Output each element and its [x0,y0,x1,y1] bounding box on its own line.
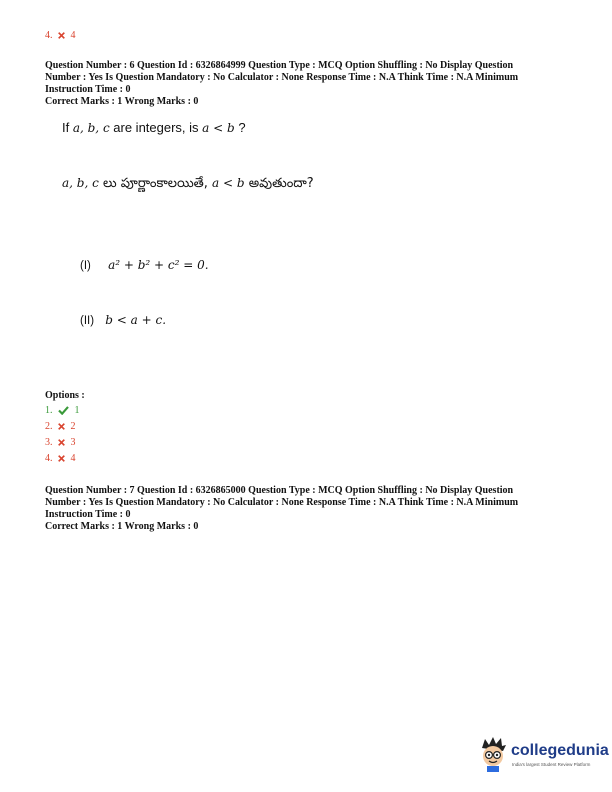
collegedunia-logo [478,736,609,776]
q6-meta: Question Number : 6 Question Id : 6326864999 Question Type : MCQ Option Shuffling : No Display Question Number : Yes Is Question Mandatory : No Calculator : None Response Time : N.A Think Time : N.A Minimum Instruction Time : 0 Correct Marks : 1 Wrong Marks : 0 [45,60,565,108]
q7-marks: Correct Marks : 1 Wrong Marks : 0 [45,521,199,532]
statement-2: (II) b < a + c. [80,313,167,327]
q6-question-english: If a, b, c are integers, is a < b ? [62,120,246,135]
logo-name: collegedunia [511,742,609,759]
mascot-icon [478,736,508,772]
logo-tagline: India's largest Student Review Platform [512,762,591,767]
q7-meta: Question Number : 7 Question Id : 6326865000 Question Type : MCQ Option Shuffling : No Display Question Number : Yes Is Question Mandatory : No Calculator : None Response Time : N.A Think Time : N.A Minimum Instruction Time : 0 Correct Marks : 1 Wrong Marks : 0 [45,485,565,533]
q6-marks: Correct Marks : 1 Wrong Marks : 0 [45,96,199,107]
option-3: 3. 3 [45,437,76,448]
option-4: 4. 4 [45,453,76,464]
check-icon [58,406,69,415]
option-1: 1. 1 [45,405,80,416]
cross-icon [58,423,65,430]
options-label: Options : [45,390,85,401]
statement-1: (I) a² + b² + c² = 0. [80,258,209,272]
q6-question-telugu: a, b, c లు పూర్ణాంకాలయితే, a < b అవుతుందా? [62,176,314,191]
cross-icon [58,32,65,39]
cross-icon [58,439,65,446]
cross-icon [58,455,65,462]
option-2: 2. 2 [45,421,76,432]
prev-option-4: 4. 4 [45,30,76,41]
